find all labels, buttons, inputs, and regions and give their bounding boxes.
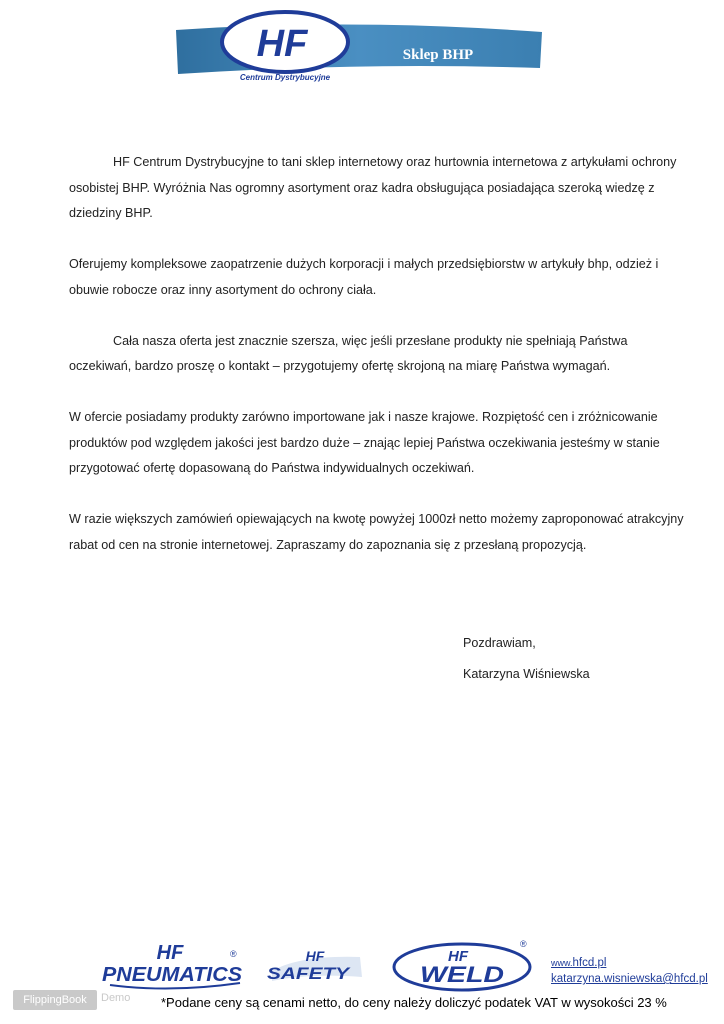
weld-logo [394,939,530,990]
svg-text:HF: HF [448,948,468,965]
paragraph-products: W ofercie posiadamy produkty zarówno importowane jak i nasze krajowe. Rozpiętość cen i zróżnicowanie produktów pod względem jakości jest bardzo duże – znając lepiej Państwa oczekiwania jesteśmy w stanie przygotować ofertę dopasowaną do Państwa indywidualnych oczekiwań. [69,410,660,475]
footer-logos [100,937,540,993]
flippingbook-demo-label: Demo [101,992,131,1004]
pneumatics-logo [102,942,243,989]
flippingbook-badge[interactable]: FlippingBook [13,990,97,1010]
svg-text:®: ® [230,949,237,959]
website-link[interactable] [551,955,708,971]
svg-text:HF: HF [305,948,325,964]
svg-text:PNEUMATICS: PNEUMATICS [102,964,243,986]
banner-label: Sklep BHP [402,47,474,63]
letter-body [69,150,689,584]
paragraph-discount: W razie większych zamówień opiewających na kwotę powyżej 1000zł netto możemy zaproponować atrakcyjny rabat od cen na stronie internetowej. Zapraszamy do zapoznania się z przesłaną propozycją. [69,512,684,552]
logo-hf-text: HF [256,23,308,65]
contact-block [551,955,708,987]
logo-subtitle: Centrum Dystrybucyjne [239,73,331,82]
svg-text:WELD: WELD [420,962,505,987]
email-link[interactable]: katarzyna.wisniewska@hfcd.pl [551,973,708,985]
paragraph-intro: HF Centrum Dystrybucyjne to tani sklep internetowy oraz hurtownia internetowa z artykułami ochrony osobistej BHP. Wyróżnia Nas ogromny asortyment oraz kadra obsługująca posiadająca szeroką wiedzę z dziedziny BHP. [69,155,677,220]
vat-note: *Podane ceny są cenami netto, do ceny należy doliczyć podatek VAT w wysokości 23 % [161,995,667,1010]
signature-greeting: Pozdrawiam, [463,636,536,650]
svg-text:SAFETY: SAFETY [267,964,352,983]
website-domain: hfcd.pl [572,957,607,969]
safety-logo [267,948,362,983]
svg-text:®: ® [520,939,527,949]
website-prefix: www. [551,958,573,968]
header-banner [170,10,545,90]
svg-text:HF: HF [156,942,184,964]
paragraph-contact: Cała nasza oferta jest znacznie szersza, więc jeśli przesłane produkty nie spełniają Państwa oczekiwań, bardzo proszę o kontakt – przygotujemy ofertę skrojoną na miarę Państwa wymagań. [69,333,628,373]
signature [463,628,590,690]
signature-name: Katarzyna Wiśniewska [463,667,590,681]
paragraph-offer: Oferujemy kompleksowe zaopatrzenie dużych korporacji i małych przedsiębiorstw w artykuły bhp, odzież i obuwie robocze oraz inny asortyment do ochrony ciała. [69,257,659,297]
